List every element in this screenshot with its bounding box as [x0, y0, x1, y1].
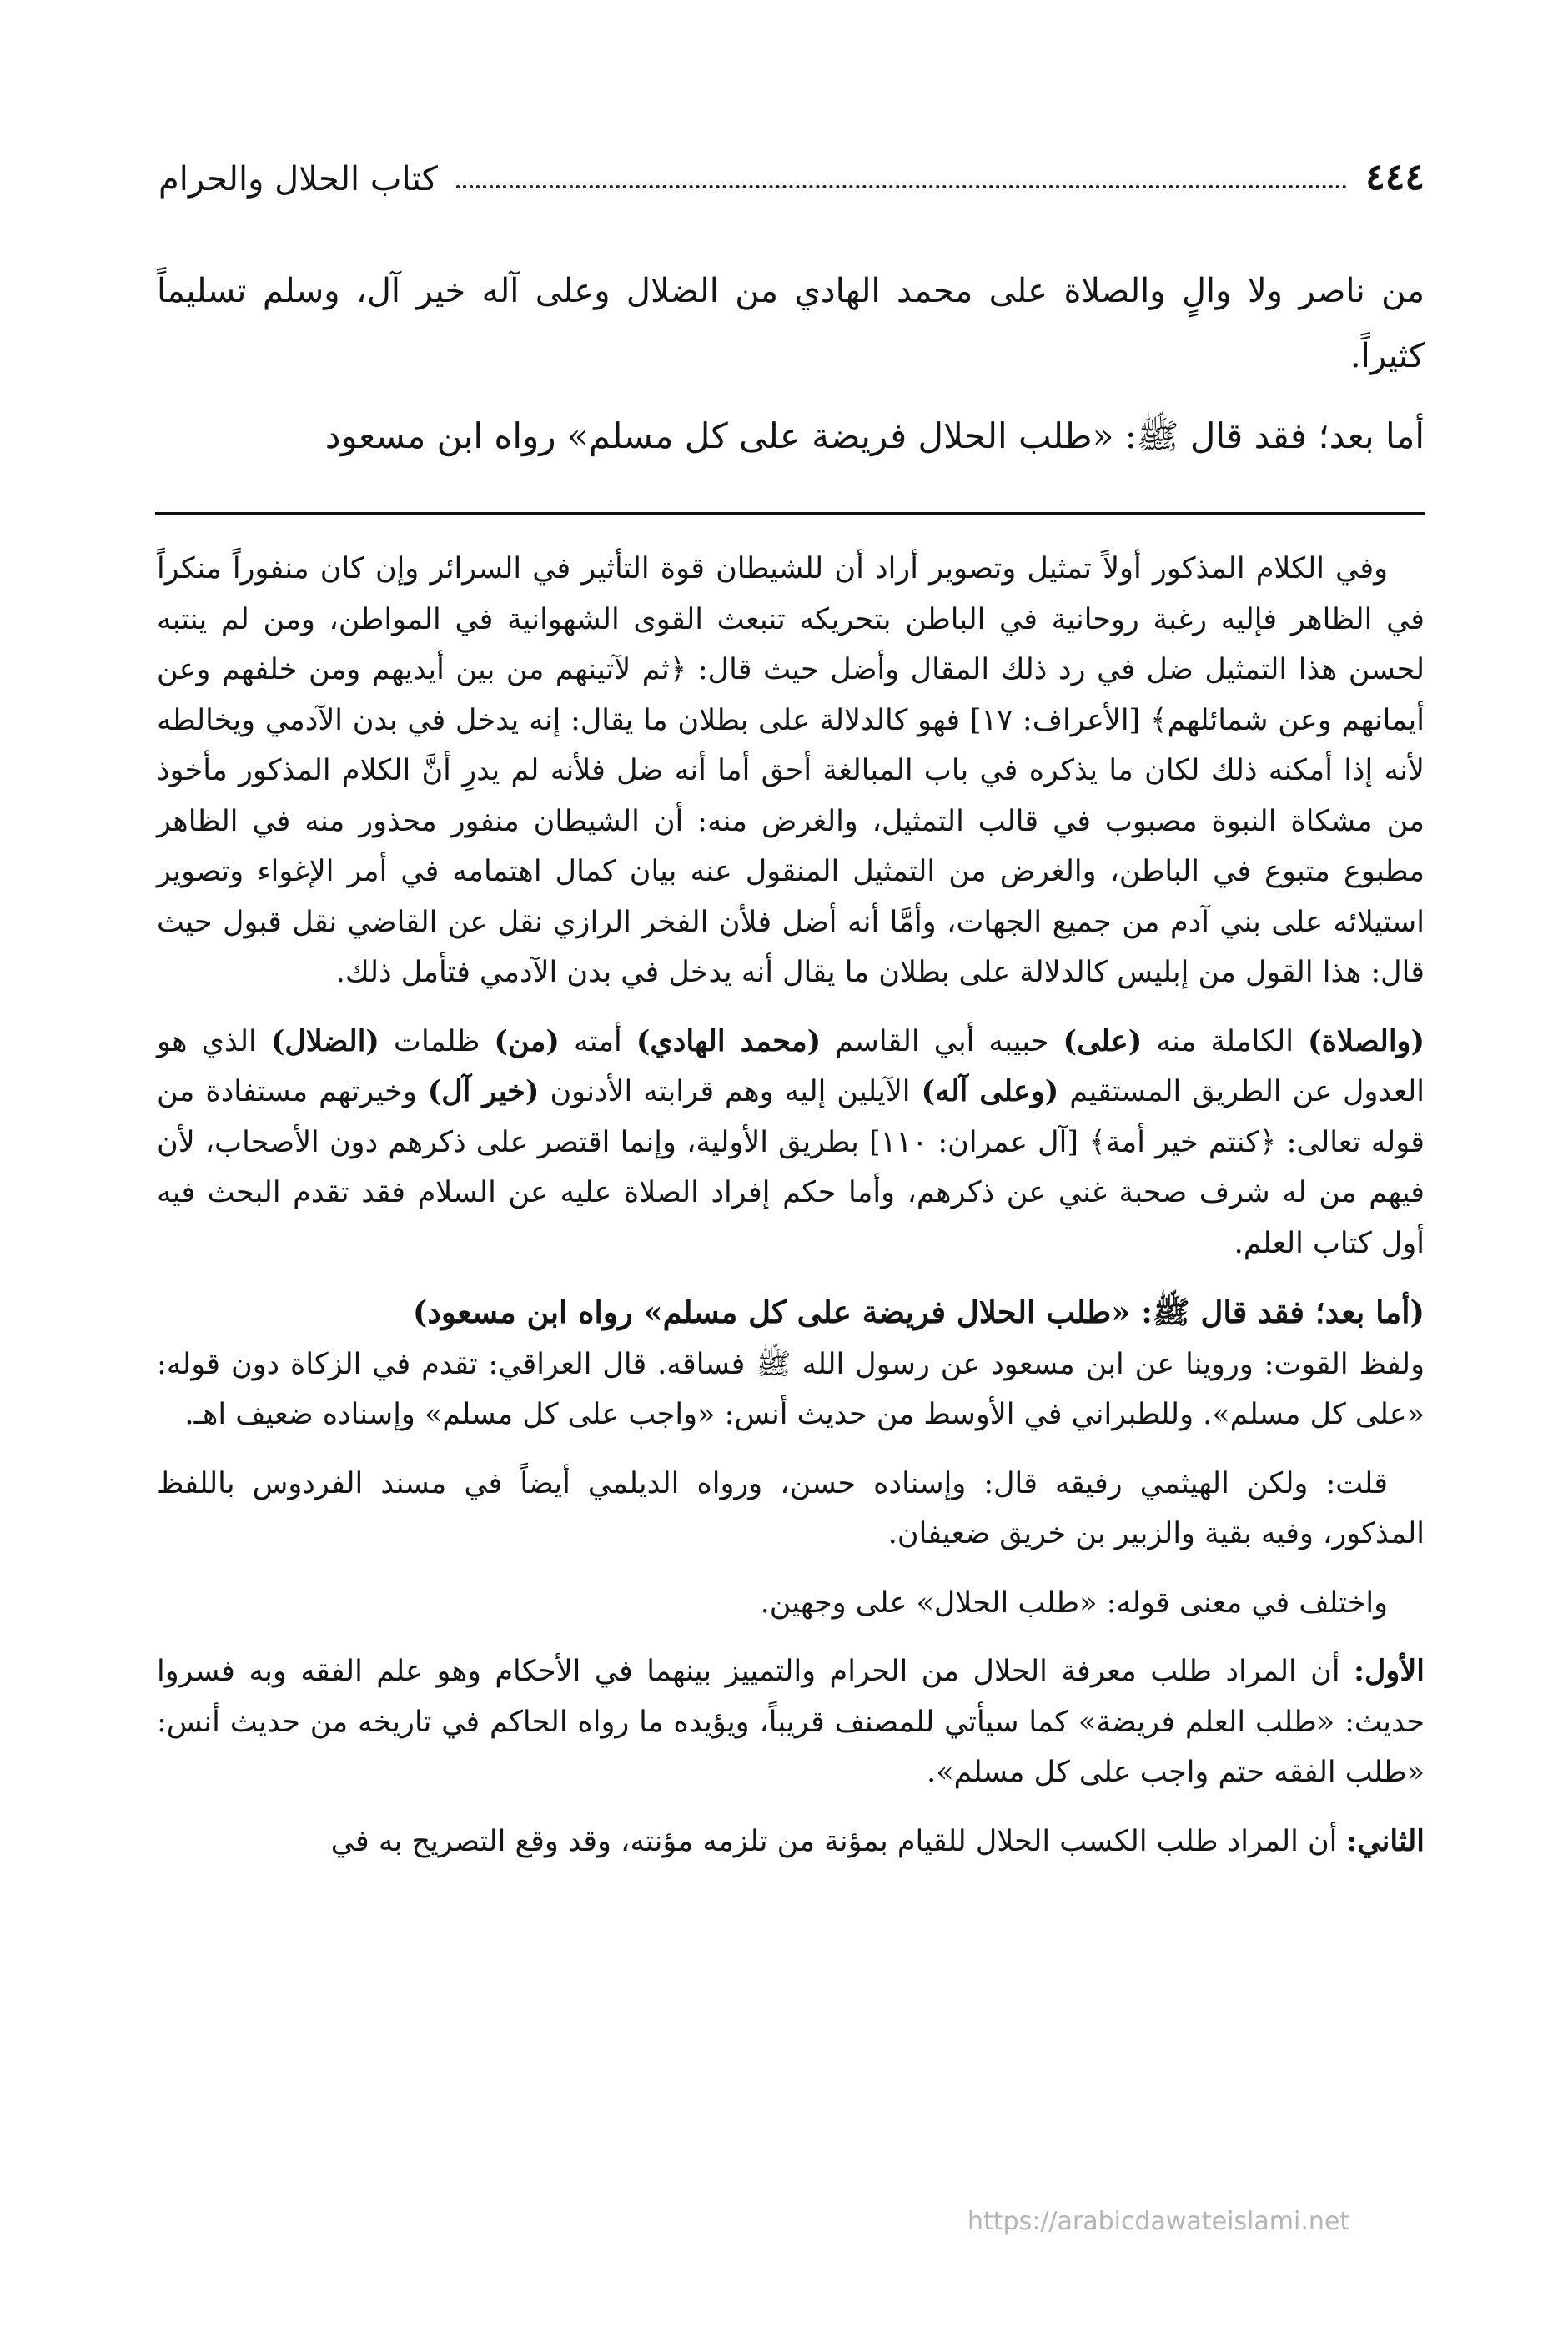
commentary-paragraph [157, 1017, 1425, 1269]
commentary-paragraph: وفي الكلام المذكور أولاً تمثيل وتصوير أراد أن للشيطان قوة التأثير في السرائر وإن كان منفوراً منكراً في الظاهر فإليه رغبة روحانية في الباطن بتحريكه تنبعث القوى الشهوانية في المواطن، ومن لم ينتبه لحسن هذا التمثيل ضل في رد ذلك المقال وأضل حيث قال: ﴿ثم لآتينهم من بين أيديهم ومن خلفهم وعن أيمانهم وعن شمائلهم﴾ [الأعراف: ١٧] فهو كالدلالة على بطلان ما يقال: إنه يدخل في بدن الآدمي ويخالطه لأنه إذا أمكنه ذلك لكان ما يذكره في باب المبالغة أحق أما أنه ضل فلأنه لم يدرِ أنَّ الكلام المذكور مأخوذ من مشكاة النبوة مصبوب في قالب التمثيل، والغرض منه: أن الشيطان منفور محذور منه في الظاهر مطبوع متبوع في الباطن، والغرض من التمثيل المنقول عنه بيان كمال اهتمامه في أمر الإغواء وتصوير استيلائه على بني آدم من جميع الجهات، وأمَّا أنه أضل فلأن الفخر الرازي نقل عن القاضي نقل قبول حيث قال: هذا القول من إبليس كالدلالة على بطلان ما يقال أنه يدخل في بدن الآدمي فتأمل ذلك. [157, 552, 1425, 989]
commentary-text: أمته [559, 1024, 636, 1058]
commentary-text: أن المراد طلب الكسب الحلال للقيام بمؤنة من تلزمه مؤنته، وقد وقع التصريح به في [330, 1824, 1347, 1858]
main-text [157, 259, 1425, 469]
page-number: ٤٤٤ [1365, 156, 1425, 199]
lemma: (وعلى آله) [921, 1074, 1059, 1108]
commentary-paragraph: واختلف في معنى قوله: «طلب الحلال» على وجهين. [760, 1586, 1388, 1620]
commentary-text: الكاملة منه [1142, 1024, 1309, 1058]
commentary-text: ظلمات [379, 1024, 495, 1058]
quoted-matn-heading: (أما بعد؛ فقد قال ﷺ: «طلب الحلال فريضة على كل مسلم» رواه ابن مسعود) [412, 1294, 1425, 1330]
commentary [157, 544, 1425, 1885]
commentary-paragraph [157, 1646, 1425, 1798]
running-header [158, 143, 1425, 199]
commentary-text: حبيبه أبي القاسم [821, 1024, 1063, 1058]
commentary-text: وخيرتهم مستفادة من قوله تعالى: ﴿كنتم خير أمة﴾ [آل عمران: ١١٠] بطريق الأولية، وإنما اقتصر على ذكرهم دون الأصحاب، لأن فيهم من له شرف صحبة غني عن ذكرهم، وأما حكم إفراد الصلاة عليه عن السلام فقد تقدم البحث فيه أول كتاب العلم. [157, 1075, 1425, 1260]
lemma: (محمد الهادي) [636, 1023, 822, 1058]
main-paragraph-1: من ناصر ولا والٍ والصلاة على محمد الهادي من الضلال وعلى آله خير آل، وسلم تسليماً كثيراً. [157, 272, 1425, 375]
dotted-leader [456, 185, 1347, 188]
commentary-paragraph: قلت: ولكن الهيثمي رفيقه قال: وإسناده حسن، ورواه الديلمي أيضاً في مسند الفردوس باللفظ المذكور، وفيه بقية والزبير بن خريق ضعيفان. [157, 1466, 1425, 1550]
lemma: (خير آل) [427, 1074, 540, 1108]
lemma: (الضلال) [270, 1023, 379, 1058]
lemma: (على) [1063, 1023, 1143, 1058]
lemma: الأول: [1354, 1654, 1425, 1688]
lemma: (والصلاة) [1308, 1023, 1425, 1058]
commentary-text: الآيلين إليه وهم قرابته الأدنون [539, 1075, 922, 1108]
commentary-paragraph [157, 1817, 1425, 1867]
lemma: (من) [494, 1023, 560, 1058]
commentary-paragraph: ولفظ القوت: وروينا عن ابن مسعود عن رسول الله ﷺ فساقه. قال العراقي: تقدم في الزكاة دون قوله: «على كل مسلم». وللطبراني في الأوسط من حديث أنس: «واجب على كل مسلم» وإسناده ضعيف اهـ. [157, 1347, 1425, 1431]
commentary-text: الذي هو العدول عن الطريق المستقيم [157, 1024, 1425, 1108]
book-title: كتاب الحلال والحرام [158, 160, 438, 199]
commentary-text: أن المراد طلب معرفة الحلال من الحرام والتمييز بينهما في الأحكام وهو علم الفقه وبه فسروا حديث: «طلب العلم فريضة» كما سيأتي للمصنف قريباً، ويؤيده ما رواه الحاكم في تاريخه من حديث أنس: «طلب الفقه حتم واجب على كل مسلم». [157, 1655, 1425, 1789]
footnote-separator [155, 512, 1425, 515]
lemma: الثاني: [1346, 1823, 1425, 1858]
main-paragraph-2: أما بعد؛ فقد قال ﷺ: «طلب الحلال فريضة على كل مسلم» رواه ابن مسعود [324, 415, 1425, 456]
watermark-url: https://arabicdawateislami.net [967, 2207, 1350, 2236]
